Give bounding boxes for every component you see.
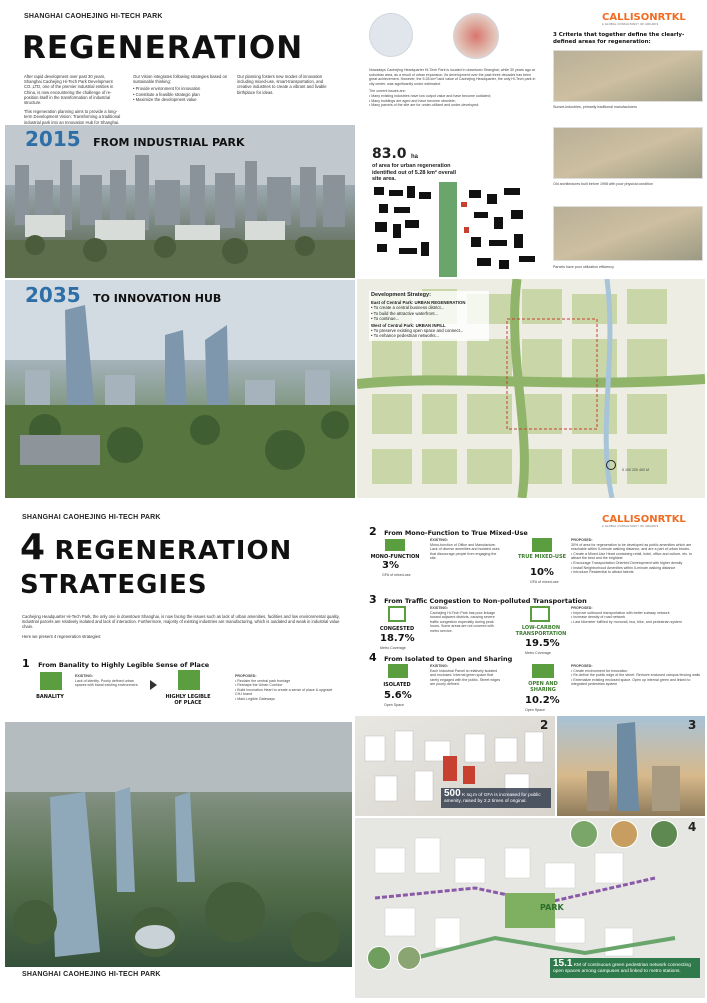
s1-existing-head: EXISTING:	[75, 674, 93, 678]
img-number-3: 3	[688, 718, 697, 732]
stat-83ha	[372, 145, 462, 183]
callout-500-text: K sq.m of GFA is increased for public amenity, raised by 2.2 times of original.	[444, 793, 541, 804]
isolated-note: Open Space	[384, 703, 404, 707]
s1-proposed-item: • Reclaim the central park frontage	[235, 678, 291, 683]
strategy-box	[369, 291, 489, 341]
strategy-east-item: • To continue...	[371, 315, 400, 321]
congested-icon	[388, 606, 406, 622]
s3-proposed-item: • Improve outbound transportation with better subway network	[571, 610, 670, 615]
context-text	[369, 68, 537, 108]
open-sharing-icon	[532, 664, 554, 678]
arrow-right-icon	[150, 680, 157, 690]
skyline-2035-illustration	[5, 280, 355, 498]
issue-item: • Many existing industries have low output value and have become outdated;	[369, 93, 491, 98]
photo-circle-2	[610, 820, 638, 848]
render-2035-innovation-hub	[5, 280, 355, 498]
s4-proposed-item: • Re-define the public edge of the street. Remove enclosed campus fencing walls	[571, 673, 701, 678]
bottom-poster	[0, 504, 707, 1000]
callout-15km	[550, 958, 700, 978]
park-label: PARK	[540, 903, 564, 912]
s4-existing-text: Each Industrial Parcel is relatively isolated and enclosed. Internal green space that rarely engaged with the public. Street edges are poorly defined.	[430, 668, 501, 687]
congested-pct: 18.7%	[380, 633, 415, 644]
strategy-4-number: 4	[369, 651, 377, 664]
bottom-kicker: SHANGHAI CAOHEJING HI-TECH PARK	[22, 514, 161, 521]
s4-proposed	[571, 664, 703, 687]
aerial-render	[5, 722, 352, 967]
figure-ground-illustration	[369, 182, 544, 277]
banality-label: BANALITY	[36, 694, 64, 700]
isolated-pct: 5.6%	[384, 690, 412, 701]
s3-proposed	[571, 606, 703, 624]
img-number-2: 2	[540, 718, 549, 732]
title-line1: REGENERATION	[54, 536, 293, 566]
legible-place-label: HIGHLY LEGIBLE OF PLACE	[165, 694, 211, 706]
context-paragraph: Nowadays Caohejing Headquarter Hi-Tech Park is located in downtown Shanghai, while 30 years ago at suburban area, as a result of urban expansion. Its development over the past three decades has been great achievement. However, the 5.28 km² land value of Caohejing Headquarter, the only Hi-Tech park in city center, was significantly under estimated.	[369, 68, 536, 86]
bottom-footer-kicker: SHANGHAI CAOHEJING HI-TECH PARK	[22, 971, 161, 978]
mono-function-label: MONO-FUNCTION	[370, 554, 420, 560]
s2-proposed-text: 30% of area for regeneration to be developed as public amenities which are reachable within 5-minute walking distance, and are a part of urban blocks.	[571, 542, 692, 552]
title-line2: STRATEGIES	[20, 570, 208, 600]
congested-note: Metro Coverage	[380, 646, 406, 650]
s2-proposed-item: • Install Neighborhood Amenities within 5-minute walking distance	[571, 565, 676, 570]
criteria-image-3	[553, 206, 703, 261]
s4-proposed-head: PROPOSED:	[571, 664, 593, 668]
s2-existing-text: Mono-function of Office and Manufacture. Lack of diverse amenities and isolated uses that discourage people from engaging the site.	[430, 542, 500, 561]
top-poster	[0, 0, 707, 500]
callout-151-text: KM of continuous green pedestrian network connecting open spaces among campuses and linked to metro stations.	[553, 963, 691, 974]
intro-col3: Our planning fosters new modes of innovation including mixed-use, smart-transportation, and creative industries to create a vibrant and livable birthplace for ideas.	[237, 74, 327, 95]
strategy-3-title: From Traffic Congestion to Non-polluted Transportation	[384, 597, 587, 605]
intro-col2-text: Our Vision integrates following strategies based on sustainable thinking:	[133, 74, 228, 85]
legible-place-icon	[178, 670, 200, 690]
intro-col2	[133, 74, 228, 102]
s2-proposed-item: • Encourage Transportation Oriented Development with higher density	[571, 560, 683, 565]
s1-proposed-item: • Build Innovation Heart to create a sense of place & upgrade CHJ brand	[235, 687, 333, 697]
photo-circle-3	[650, 820, 678, 848]
s3-proposed-item: • Last kilometer fulfilled by monorail, bus, bike, and pedestrian system	[571, 619, 682, 624]
open-sharing-pct: 10.2%	[525, 695, 560, 706]
strategy-2-title: From Mono-Function to True Mixed-Use	[384, 529, 528, 537]
s1-existing	[75, 674, 145, 688]
map-scale: 0 100 200 400 M	[622, 468, 649, 472]
strategy-west-item: • To enhance pedestrian networks...	[371, 333, 440, 339]
callout-151-value: 15.1	[553, 958, 573, 969]
mixed-use-note: GFA of mixed-use	[530, 580, 559, 584]
top-kicker: SHANGHAI CAOHEJING HI-TECH PARK	[24, 13, 163, 20]
logo-text: CALLISONRTKL	[602, 514, 686, 525]
s3-proposed-head: PROPOSED:	[571, 606, 593, 610]
intro-col2-item: • Maximize the development value	[133, 96, 197, 102]
photo-circle-4	[367, 946, 391, 970]
bottom-intro	[22, 614, 342, 639]
strategy-4-title: From Isolated to Open and Sharing	[384, 655, 513, 663]
low-carbon-note: Metro Coverage	[525, 651, 551, 655]
intro-col1	[24, 74, 124, 125]
stat-unit: ha	[411, 154, 419, 160]
tower-image	[557, 716, 705, 816]
isolated-icon	[388, 664, 408, 678]
aerial-render-illustration	[5, 722, 352, 967]
low-carbon-pct: 19.5%	[525, 638, 560, 649]
s1-proposed-head: PROPOSED:	[235, 674, 257, 678]
low-carbon-label: LOW-CARBON TRANSPORTATION	[515, 625, 567, 637]
figure-ground-map	[369, 182, 544, 277]
strategy-west: West of Central Park: URBAN INFILL	[371, 323, 446, 329]
criteria-image-2	[553, 127, 703, 179]
strategy-3-number: 3	[369, 593, 377, 606]
mixed-use-label: TRUE MIXED-USE	[518, 554, 566, 560]
logo-text: CALLISONRTKL	[602, 12, 686, 23]
strategy-east-item: • To build the attractive waterfront...	[371, 310, 439, 316]
top-title: REGENERATION	[22, 30, 304, 66]
bottom-intro-text: Caohejing Headquarter Hi-Tech Park, the only one in downtown Shanghai, is now facing the issues such as lack of urban amenities, facilities and low environmental quality, industrial parcels are relatively isolated and lack of interaction. Furthermore, majority of existing industries are manufacturing, which is outdated and weak in industrial value chain.	[22, 614, 340, 630]
s4-existing-head: EXISTING:	[430, 664, 448, 668]
tower-illustration	[557, 716, 705, 816]
mixed-use-pct: 10%	[530, 567, 554, 578]
photo-circle-1	[570, 820, 598, 848]
s1-proposed-item: • Mark Legible Gateways	[235, 696, 275, 701]
north-arrow-icon	[606, 460, 616, 470]
logo-bottom	[602, 514, 686, 528]
banality-icon	[40, 672, 62, 690]
strategy-head: Development Strategy:	[371, 292, 431, 298]
context-circle-map-1	[369, 13, 413, 57]
title-number: 4	[20, 527, 47, 568]
year-2015-sub: FROM INDUSTRIAL PARK	[93, 136, 245, 149]
strategy-east-item: • To create a central business district...	[371, 305, 445, 311]
year-2035-label	[25, 283, 221, 307]
img-number-4: 4	[688, 820, 697, 834]
logo-subtext: A GLOBAL CONSULTANCY OF ARCADIS	[602, 23, 659, 26]
issue-item: • Many parcels of the site are for under-utilized and under-developed;	[369, 103, 480, 108]
intro-col1b-text: This regeneration planning aims to provide a long-term Development Vision: Transforming a traditional industrial park into an Innovation Hub for Shanghai.	[24, 109, 121, 125]
photo-circle-5	[397, 946, 421, 970]
criteria-label-1: Sunset-industries, primarily traditional manufacturers	[553, 105, 637, 109]
s1-existing-text: Lack of identity. Poorly defined urban spaces with banal existing environment.	[75, 678, 139, 688]
year-2035: 2035	[25, 283, 81, 307]
s2-existing	[430, 538, 502, 561]
s2-proposed-item: • Create a Mixed-Use Heart containing retail, hotel, office and culture, etc. to attract the best and the brightest	[571, 551, 693, 561]
mono-function-note: GFA of mixed-use	[382, 573, 411, 577]
mono-function-icon	[385, 539, 405, 551]
s2-proposed-head: PROPOSED:	[571, 538, 593, 542]
open-sharing-note: Open Space	[525, 708, 545, 712]
strategy-1-title: From Banality to Highly Legible Sense of Place	[38, 661, 210, 669]
issue-item: • Many buildings are aged and have become obsolete;	[369, 98, 456, 103]
bottom-intro-text2: Here we present 4 regeneration strategies:	[22, 633, 102, 639]
strategy-1-number: 1	[22, 657, 30, 670]
mixed-use-icon	[532, 538, 552, 552]
stat-text: of area for urban regeneration identified out of 5.28 km² overall site area.	[372, 163, 457, 182]
criteria-image-1	[553, 50, 703, 102]
s4-existing	[430, 664, 502, 687]
intro-col1-text: After rapid development over past 30 years, Shanghai Caohejing Hi-Tech Park Development CO.,LTD, one of the premier industrial entities in China, is now encountering the challenge of re-position itself in the transformation of industrial structure.	[24, 74, 114, 106]
s2-proposed	[571, 538, 703, 575]
year-2015: 2015	[25, 127, 81, 151]
s4-proposed-item: • Externalize existing enclosed space. Open up internal green and linked to integrated pedestrian system	[571, 677, 691, 687]
congested-label: CONGESTED	[379, 626, 415, 632]
strategy-east: East of Central Park: URBAN REGENERATION	[371, 300, 466, 306]
logo-subtext: A GLOBAL CONSULTANCY OF ARCADIS	[602, 525, 659, 528]
s3-existing	[430, 606, 502, 634]
s3-existing-head: EXISTING:	[430, 606, 448, 610]
strategy-2-number: 2	[369, 525, 377, 538]
context-circle-map-2	[453, 13, 499, 59]
callout-500-value: 500	[444, 788, 461, 799]
year-2015-label	[25, 127, 245, 151]
year-2035-sub: TO INNOVATION HUB	[93, 292, 222, 305]
low-carbon-icon	[530, 606, 550, 622]
intro-col2-item: • Constitute a feasible strategic plan	[133, 91, 200, 97]
s1-proposed-item: • Reshape the Urban Corridor	[235, 683, 283, 688]
callout-500	[441, 788, 551, 808]
s2-proposed-item: • Introduce Residential to attract talents	[571, 570, 634, 575]
logo-top	[602, 12, 686, 26]
s3-proposed-item: • Increase density of road network	[571, 615, 626, 620]
criteria-title: 3 Criteria that together define the clearly-defined areas for regeneration:	[553, 32, 685, 45]
intro-col2-item: • Provide environment for innovation	[133, 86, 201, 92]
s2-existing-head: EXISTING:	[430, 538, 448, 542]
s4-proposed-item: • Create environment for innovation	[571, 668, 628, 673]
open-sharing-label: OPEN AND SHARING	[528, 681, 558, 693]
strategy-west-item: • To preserve existing open space and connect...	[371, 328, 464, 334]
isolated-label: ISOLATED	[383, 682, 411, 688]
issues-head: The current issues are:	[369, 89, 406, 94]
stat-value: 83.0	[372, 146, 407, 162]
mono-function-pct: 3%	[382, 560, 399, 571]
s3-existing-text: Caohejing Hi-Tech Park has poor linkage toward adjacent districts, causing severe traffic congestion especially during peak hours. Some areas are not covered with metro service.	[430, 610, 496, 633]
s1-proposed	[235, 674, 335, 702]
bottom-title	[20, 527, 293, 601]
criteria-label-2: Old architectures built before 1998 with poor physical condition	[553, 182, 653, 186]
criteria-label-3: Parcels have poor utilization efficiency	[553, 265, 614, 269]
